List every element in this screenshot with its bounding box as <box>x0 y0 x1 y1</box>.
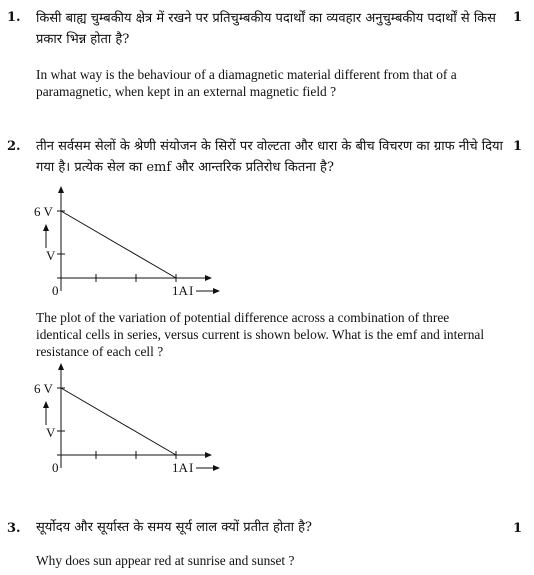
vi-characteristic-line <box>61 388 176 455</box>
vi-graph-english <box>20 363 220 473</box>
question-3-number: 3. <box>7 521 21 536</box>
question-2-number: 2. <box>7 139 21 154</box>
y-axis-arrow <box>58 186 64 193</box>
x-tick-label: 1A <box>172 283 188 296</box>
question-3-english-text: Why does sun appear red at sunrise and sunset ? <box>36 553 295 568</box>
x-axis-label: I <box>189 460 194 473</box>
vi-graph-hindi <box>20 186 220 296</box>
question-1-number: 1. <box>7 10 21 25</box>
question-1-marks: 1 <box>512 10 522 25</box>
x-axis-arrow <box>205 452 212 458</box>
question-3-marks: 1 <box>512 521 522 536</box>
v-arrow-head <box>43 401 49 408</box>
origin-label: 0 <box>52 283 59 296</box>
vi-characteristic-line <box>61 211 176 278</box>
x-axis-arrow <box>205 275 212 281</box>
v-arrow-head <box>43 224 49 231</box>
origin-label: 0 <box>52 460 59 473</box>
i-arrow-head <box>213 288 220 294</box>
y-axis-label: V <box>46 425 56 440</box>
question-1-hindi-text: किसी बाह्य चुम्बकीय क्षेत्र में रखने पर प्रतिचुम्बकीय पदार्थों का व्यवहार अनुचुम्बकीय पदार्थों से किस प्रकार भिन्न होता है? <box>36 11 496 47</box>
question-2-hindi-text: तीन सर्वसम सेलों के श्रेणी संयोजन के सिरों पर वोल्टता और धारा के बीच विचरण का ग्राफ नीचे दिया गया है। प्रत्येक सेल का emf और आन्तरिक प्रतिरोध कितना है? <box>36 139 503 175</box>
y-tick-label: 6 V <box>34 204 53 219</box>
y-axis-label: V <box>46 248 56 263</box>
question-2-marks: 1 <box>512 139 522 154</box>
question-3-hindi-text: सूर्योदय और सूर्यास्त के समय सूर्य लाल क्यों प्रतीत होता है? <box>36 520 313 535</box>
y-tick-label: 6 V <box>34 381 53 396</box>
y-axis-arrow <box>58 363 64 370</box>
x-axis-label: I <box>189 283 194 296</box>
i-arrow-head <box>213 465 220 471</box>
question-2-english-text: The plot of the variation of potential difference across a combination of three identical cells in series, versus current is shown below. What is the emf and internal resistance of each cell ? <box>36 310 485 359</box>
x-tick-label: 1A <box>172 460 188 473</box>
question-1-english-text: In what way is the behaviour of a diamagnetic material different from that of a paramagnetic, when kept in an external magnetic field ? <box>36 67 457 99</box>
